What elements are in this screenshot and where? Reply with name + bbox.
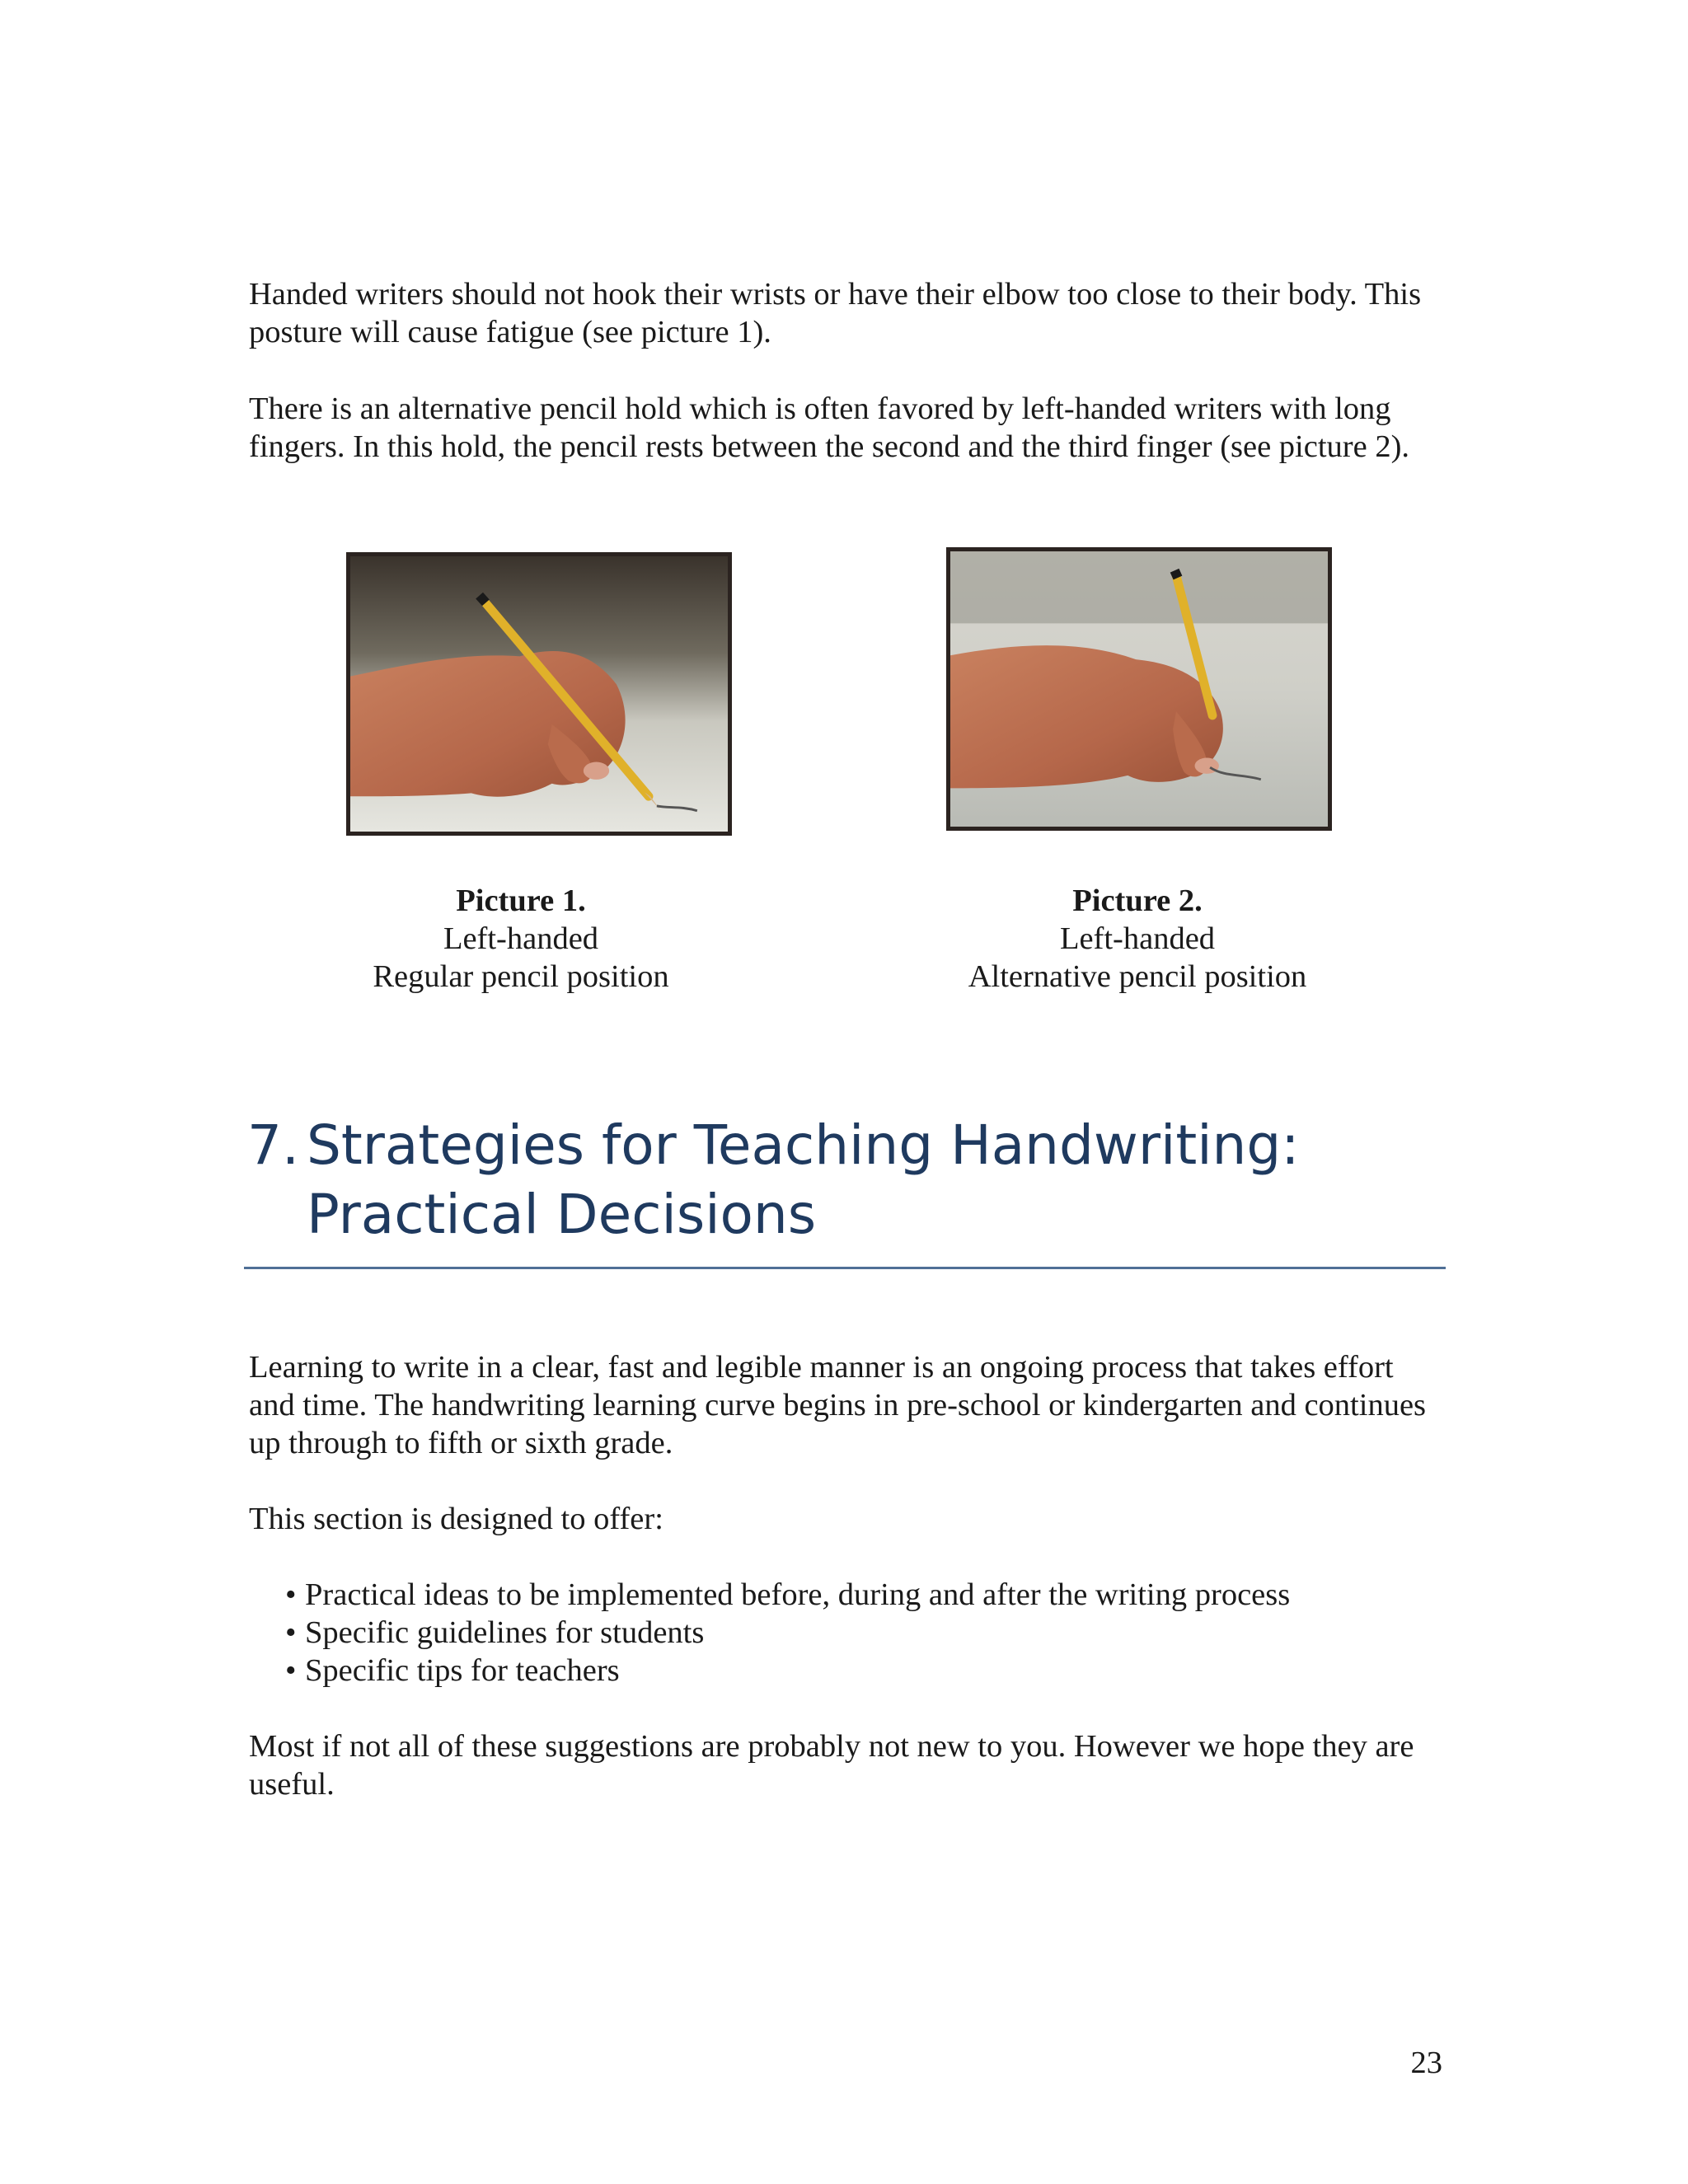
paragraph-learning-curve: Learning to write in a clear, fast and legible manner is an ongoing process that takes effort and time. The handwriting learning curve begins in pre-school or kindergarten and continues up through to fifth or sixth grade.: [249, 1350, 1427, 1460]
hand-pencil-alternative-image: [950, 551, 1328, 827]
picture-2-title: Picture 2.: [1072, 883, 1203, 918]
paragraph-section-intro: This section is designed to offer:: [249, 1502, 663, 1536]
picture-2-position: Alternative pencil position: [968, 959, 1307, 994]
bullet-text: Specific tips for teachers: [305, 1653, 620, 1688]
heading-divider: [244, 1267, 1446, 1269]
bullet-glyph: •: [285, 1615, 297, 1650]
list-item: [285, 1576, 1290, 1614]
section-number: 7.: [247, 1113, 299, 1177]
section-title-line-1: Strategies for Teaching Handwriting:: [307, 1113, 1300, 1177]
list-item: [285, 1614, 1290, 1652]
paragraph-alternative-hold: There is an alternative pencil hold which is often favored by left-handed writers with long fingers. In this hold, the pencil rests between the second and the third finger (see picture 2).: [249, 391, 1410, 464]
picture-2-hand: Left-handed: [1059, 921, 1216, 956]
offer-bullet-list: [285, 1576, 1290, 1690]
list-item: [285, 1652, 1290, 1690]
picture-2-photo: [946, 547, 1332, 831]
bullet-glyph: •: [285, 1577, 297, 1612]
bullet-text: Practical ideas to be implemented before, during and after the writing process: [305, 1577, 1291, 1612]
page-number: 23: [1410, 2046, 1442, 2080]
picture-1-caption: [257, 882, 785, 996]
picture-1-position: Regular pencil position: [373, 959, 669, 994]
bullet-glyph: •: [285, 1653, 297, 1688]
bullet-text: Specific guidelines for students: [305, 1615, 705, 1650]
picture-2-caption: [874, 882, 1401, 996]
paragraph-posture: Handed writers should not hook their wrists or have their elbow too close to their body. This posture will cause fatigue (see picture 1).: [249, 277, 1422, 349]
section-heading: [247, 1111, 1451, 1249]
hand-pencil-regular-image: [350, 556, 728, 832]
picture-1-photo: [346, 552, 732, 836]
section-title-line-2: Practical Decisions: [307, 1183, 817, 1246]
paragraph-closing: Most if not all of these suggestions are probably not new to you. However we hope they are useful.: [249, 1729, 1414, 1802]
picture-1-title: Picture 1.: [456, 883, 586, 918]
picture-1-hand: Left-handed: [443, 921, 599, 956]
